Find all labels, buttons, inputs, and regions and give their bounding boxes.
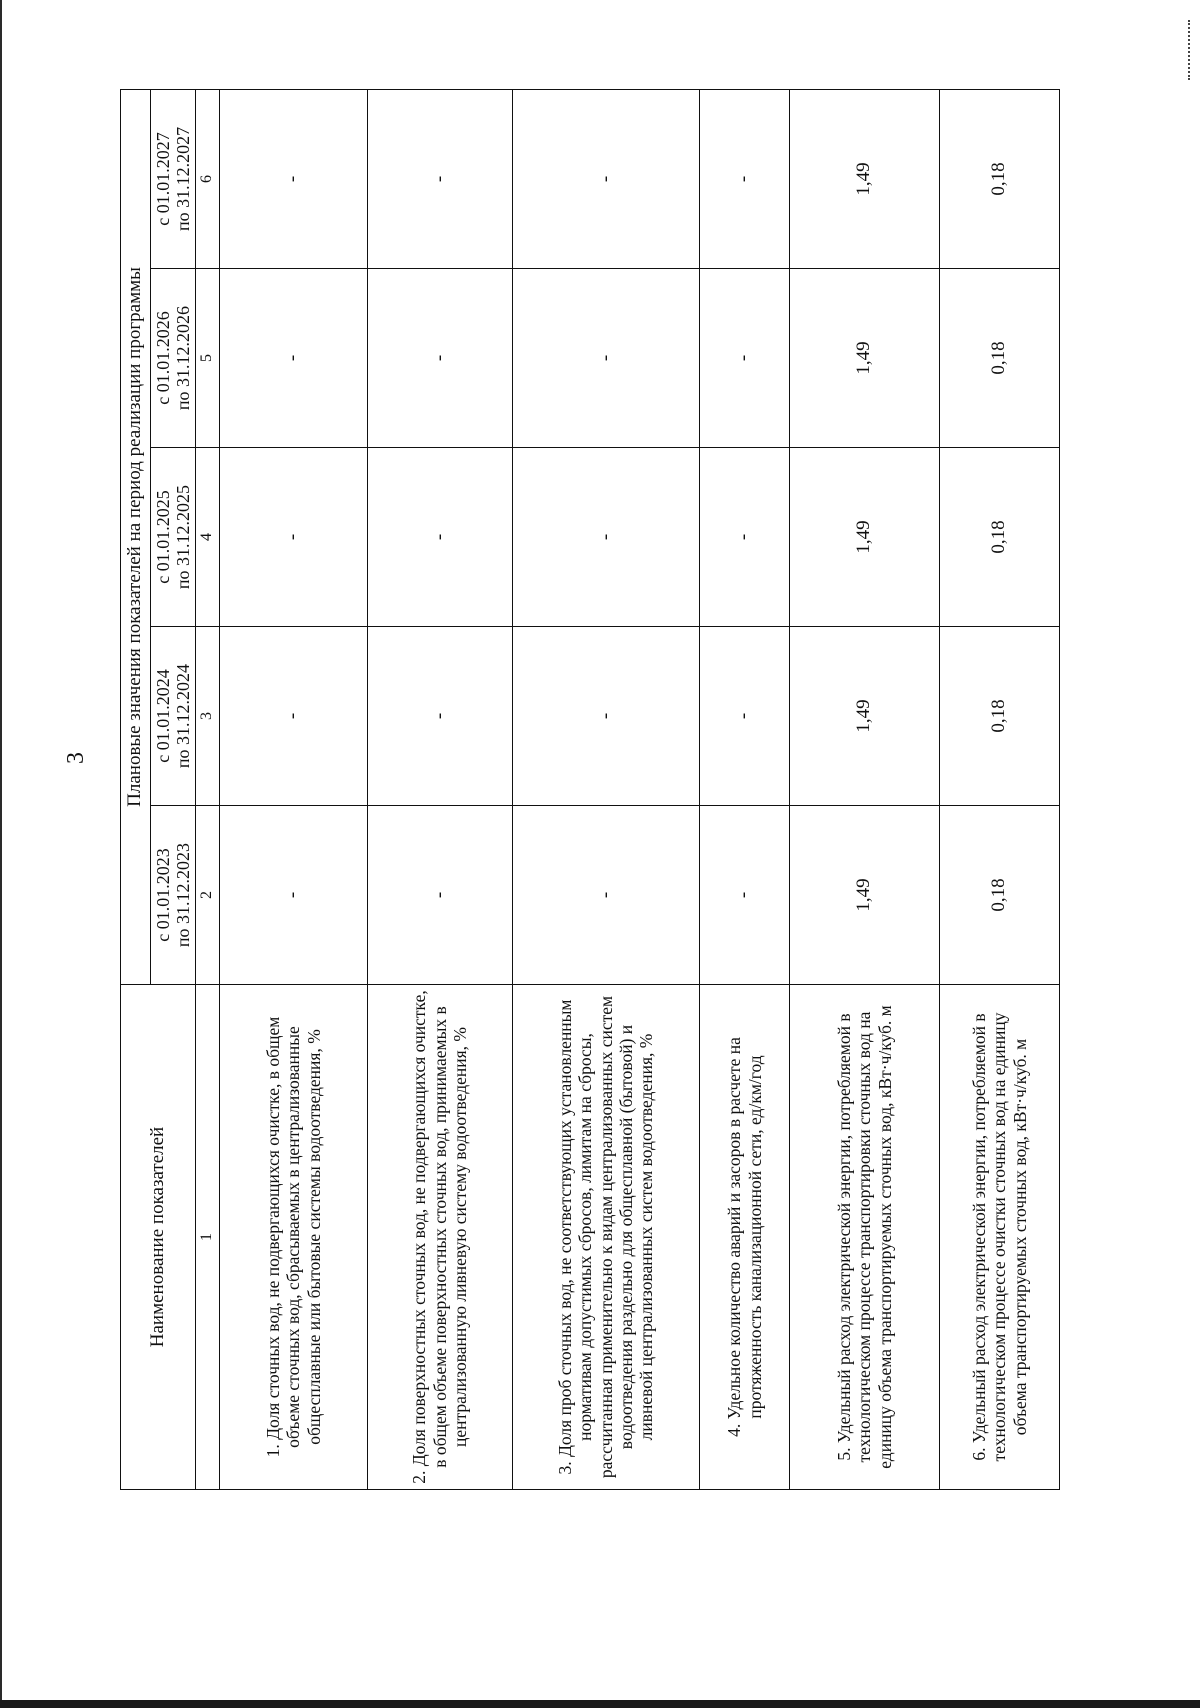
- header-period-2024: [151, 627, 196, 806]
- indicator-value: -: [368, 89, 513, 268]
- table-row: [368, 89, 513, 1489]
- indicator-value: -: [220, 627, 368, 806]
- table-row: [939, 89, 1059, 1489]
- scan-edge-bottom: [0, 1700, 1200, 1708]
- header-plan-group: Плановые значения показателей на период реализации программы: [121, 89, 151, 984]
- period-to: по 31.12.2026: [173, 305, 194, 411]
- indicator-value: 1,49: [790, 627, 940, 806]
- indicator-value: 0,18: [939, 269, 1059, 448]
- column-number: 1: [196, 985, 220, 1490]
- column-number: 2: [196, 806, 220, 985]
- period-to: по 31.12.2024: [173, 663, 194, 769]
- indicator-value: 1,49: [790, 89, 940, 268]
- indicator-value: -: [512, 806, 699, 985]
- scan-mark-right: [1186, 20, 1190, 80]
- period-from: с 01.01.2024: [153, 669, 173, 763]
- indicator-value: -: [220, 448, 368, 627]
- indicator-value: -: [700, 627, 790, 806]
- period-to: по 31.12.2023: [173, 842, 194, 948]
- column-number: 6: [196, 89, 220, 268]
- period-from: с 01.01.2027: [153, 132, 173, 226]
- header-period-2027: [151, 89, 196, 268]
- indicator-value: -: [220, 89, 368, 268]
- column-number: 3: [196, 627, 220, 806]
- table-row: [790, 89, 940, 1489]
- period-from: с 01.01.2023: [153, 848, 173, 942]
- indicator-name: 1. Доля сточных вод, не подвергающихся очистке, в общем объеме сточных вод, сбрасываемых в централизованные общесплавные или бытовые системы водоотведения, %: [220, 985, 368, 1490]
- indicator-value: 0,18: [939, 448, 1059, 627]
- indicator-value: 0,18: [939, 627, 1059, 806]
- page-number: 3: [63, 752, 89, 764]
- period-to: по 31.12.2027: [173, 126, 194, 232]
- indicator-value: 1,49: [790, 806, 940, 985]
- indicators-table-wrapper: [120, 90, 1060, 1490]
- indicator-value: 1,49: [790, 448, 940, 627]
- indicator-value: -: [368, 627, 513, 806]
- header-name-column: Наименование показателей: [121, 985, 196, 1490]
- table-row: [700, 89, 790, 1489]
- indicator-value: -: [220, 806, 368, 985]
- indicator-value: 0,18: [939, 806, 1059, 985]
- indicator-value: -: [512, 269, 699, 448]
- indicator-name: 4. Удельное количество аварий и засоров в расчете на протяженность канализационной сети, ед/км/год: [700, 985, 790, 1490]
- indicator-value: -: [512, 448, 699, 627]
- indicator-value: -: [368, 269, 513, 448]
- indicator-value: -: [700, 269, 790, 448]
- indicator-name: 3. Доля проб сточных вод, не соответствующих установленным нормативам допустимых сбросов, лимитам на сбросы, рассчитанная применительно к видам централизованных систем водоотведения раздельно для общесплавной (бытовой) и ливневой централизованных систем водоотведения, %: [512, 985, 699, 1490]
- indicator-value: -: [220, 269, 368, 448]
- column-number: 4: [196, 448, 220, 627]
- indicators-table: [120, 89, 1060, 1490]
- header-period-2025: [151, 448, 196, 627]
- header-period-2026: [151, 269, 196, 448]
- table-row: [220, 89, 368, 1489]
- column-number: 5: [196, 269, 220, 448]
- indicator-value: -: [368, 448, 513, 627]
- period-from: с 01.01.2025: [153, 490, 173, 584]
- indicator-value: 0,18: [939, 89, 1059, 268]
- header-row-column-numbers: [196, 89, 220, 1489]
- indicator-name: 6. Удельный расход электрической энергии, потребляемой в технологическом процессе очистки сточных вод на единицу объема транспортируемых сточных вод, кВт·ч/куб. м: [939, 985, 1059, 1490]
- indicator-value: -: [368, 806, 513, 985]
- indicator-name: 5. Удельный расход электрической энергии, потребляемой в технологическом процессе транспортировки сточных вод на единицу объема транспортируемых сточных вод, кВт·ч/куб. м: [790, 985, 940, 1490]
- period-to: по 31.12.2025: [173, 484, 194, 590]
- period-from: с 01.01.2026: [153, 311, 173, 405]
- indicator-value: -: [512, 89, 699, 268]
- table-row: [512, 89, 699, 1489]
- indicator-value: -: [700, 448, 790, 627]
- indicator-value: -: [512, 627, 699, 806]
- header-row-group: [121, 89, 151, 1489]
- indicator-value: 1,49: [790, 269, 940, 448]
- scan-edge-left: [0, 0, 2, 1708]
- header-period-2023: [151, 806, 196, 985]
- indicator-name: 2. Доля поверхностных сточных вод, не подвергающихся очистке, в общем объеме поверхностных сточных вод, принимаемых в централизованную ливневую систему водоотведения, %: [368, 985, 513, 1490]
- indicator-value: -: [700, 806, 790, 985]
- indicator-value: -: [700, 89, 790, 268]
